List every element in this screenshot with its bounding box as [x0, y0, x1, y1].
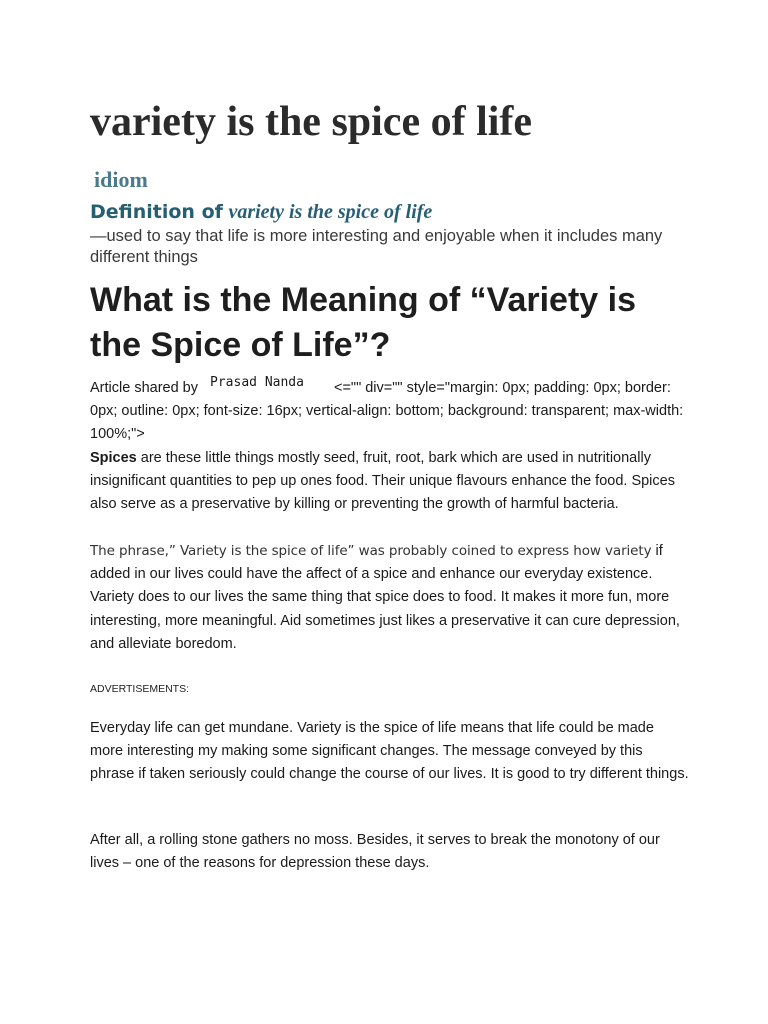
phrase-paragraph [90, 540, 690, 656]
part-of-speech: idiom [94, 167, 148, 192]
paragraph-everyday: Everyday life can get mundane. Variety is the spice of life means that life could be made more interesting my making some significant changes. The message conveyed by this phrase if taken seriously could change the course of our lives. It is good to try different things. [90, 720, 689, 783]
author-name: Prasad Nanda [210, 375, 304, 390]
shared-by-label: Article shared by [90, 380, 198, 396]
article-byline [90, 377, 690, 447]
phrase-rest: if added in our lives could have the affect of a spice and enhance our everyday existence. Variety does to our lives the same thing that spice does to food. It makes it more fun, more interesting, more meaningful. Aid sometimes just likes a preservative it can cure depression, and alleviate boredom. [90, 543, 680, 652]
advertisements-label: ADVERTISEMENTS: [90, 683, 189, 695]
definition-term: variety is the spice of life [228, 201, 433, 223]
definition-lead: Definition of [90, 201, 223, 223]
entry-title: variety is the spice of life [90, 99, 533, 145]
spices-bold-term: Spices [90, 450, 137, 466]
definition-text: —used to say that life is more interesting and enjoyable when it includes many different things [90, 227, 663, 266]
article-headline: What is the Meaning of “Variety is the Spice of Life”? [90, 281, 636, 364]
spices-paragraph [90, 447, 690, 517]
definition-heading [90, 199, 432, 225]
stray-markup-text: <="" div="" style="margin: 0px; padding: 0px; border: 0px; outline: 0px; font-size: 16px; vertical-align: bottom; background: transparent; max-width: 100%;"> [90, 380, 684, 443]
phrase-lead: The phrase,” Variety is the spice of life” was probably coined to express how variety [90, 543, 652, 559]
paragraph-after: After all, a rolling stone gathers no moss. Besides, it serves to break the monotony of our lives – one of the reasons for depression these days. [90, 832, 660, 872]
spices-text: are these little things mostly seed, fruit, root, bark which are used in nutritionally insignificant quantities to pep up ones food. Their unique flavours enhance the food. Spices also serve as a preservative by killing or preventing the growth of harmful bacteria. [90, 450, 675, 513]
